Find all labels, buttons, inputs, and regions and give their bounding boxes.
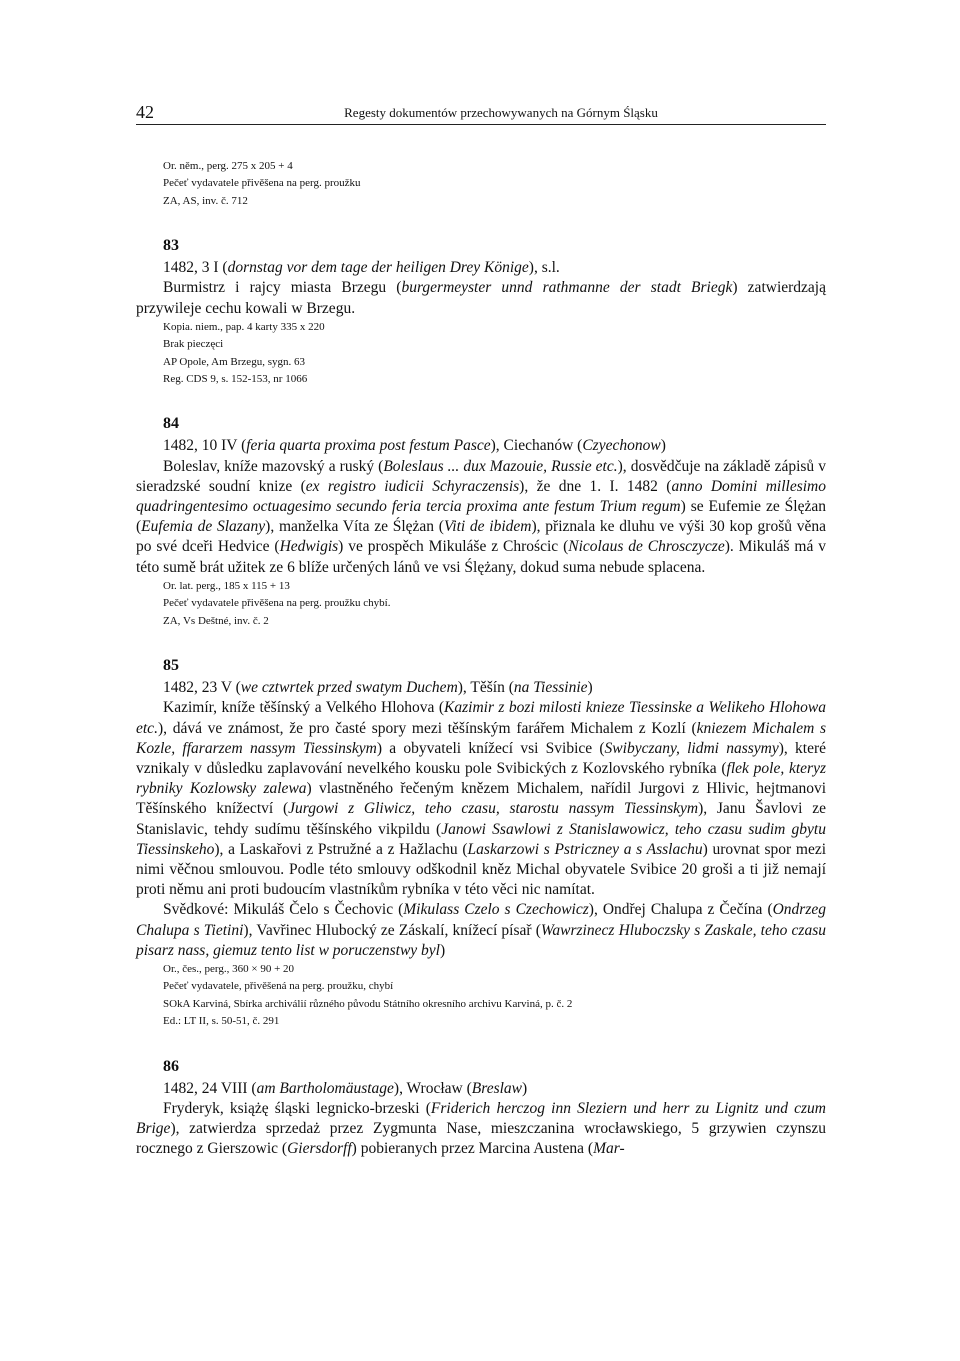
text-run: Boleslav, kníže mazovský a ruský ( <box>163 457 384 475</box>
italic-quote: burgermeyster unnd rathmanne der stadt Briegk <box>401 279 733 297</box>
top-notes <box>136 158 826 210</box>
italic-quote: Viti de ibidem <box>443 518 532 536</box>
text-run: ) zatwierdzają przywileje cechu kowali w Brzegu. <box>136 279 826 317</box>
text-run: ) ve prospěch Mikuláše z Chrościc ( <box>338 538 569 556</box>
running-title: Regesty dokumentów przechowywanych na Górnym Śląsku <box>344 105 658 120</box>
note-line: Brak pieczęci <box>163 338 224 351</box>
note-line: Or., čes., perg., 360 × 90 + 20 <box>163 962 295 975</box>
note-line: Pečeť vydavatele přivěšena na perg. proužku chybí. <box>163 597 391 610</box>
text-run: ), a Laskařovi z Pstružné a z Hažlachu ( <box>214 840 468 858</box>
text-run: Svědkové: Mikuláš Čelo s Čechovic ( <box>163 901 404 919</box>
italic-quote: ex registro iudicii Schyraczensis <box>305 477 520 495</box>
text-run: Fryderyk, książę śląski legnicko-brzeski ( <box>163 1099 431 1117</box>
italic-quote: Wawrzinecz Hluboczsky s Zaskale, teho czasu pisarz nass, giemuz tento list w poruczenstwy byl <box>136 921 826 959</box>
italic-quote: Ondrzeg Chalupa s Tietini <box>136 901 826 939</box>
italic-quote: flek pole, kteryz rybniky Kozlowsky zalewa <box>136 759 826 798</box>
note-line: Or. lat. perg., 185 x 115 + 13 <box>163 579 290 592</box>
note-line: SOkA Karviná, Sbírka archiválií různého původu Státního okresního archivu Karviná, p. č. 2 <box>163 997 573 1010</box>
text-run: ) se Eufemie ze Ślężan ( <box>136 498 826 536</box>
italic-quote: Boleslaus ... dux Mazouie, Russie etc. <box>383 457 618 475</box>
text-run: ), Ondřej Chalupa z Čečína ( <box>588 901 773 919</box>
italic-quote: Nicolaus de Chrosczycze <box>568 538 725 556</box>
entry-body <box>136 457 826 578</box>
text-run: Kazimír, kníže těšínský a Velkého Hlohova ( <box>163 699 445 717</box>
italic-quote: Mikulass Czelo s Czechowicz <box>403 901 589 919</box>
italic-quote: Janowi Ssawlowi z Stanislawowicz, teho czasu sudim gbytu Tiessinskeho <box>136 820 826 858</box>
note-line: ZA, AS, inv. č. 712 <box>163 194 248 207</box>
entry-date: 1482, 23 V (we cztwrtek przed swatym Duchem), Těšín (na Tiessinie) <box>163 679 593 697</box>
text-run: Burmistrz i rajcy miasta Brzegu ( <box>163 279 402 297</box>
italic-quote: kniezem Michalem s Kozle, ffararzem nassym Tiessinskym <box>136 719 827 757</box>
note-line: ZA, Vs Deštné, inv. č. 2 <box>163 614 269 627</box>
regest-entry-85 <box>136 656 826 1030</box>
italic-quote: Laskarzowi s Pstriczney a s Asslachu <box>467 840 703 858</box>
entry-notes <box>136 961 826 1031</box>
entry-number: 84 <box>163 415 179 433</box>
italic-quote: Jurgowi z Gliwicz, teho czasu, starostu nassym Tiessinskym <box>288 800 699 818</box>
text-run: ), dosvědčuje na základě zápisů v sieradzské soudní knize ( <box>136 457 826 495</box>
italic-quote: Eufemia de Slazany <box>141 518 266 536</box>
regest-entry-83 <box>136 236 826 388</box>
italic-quote: Hedwigis <box>279 538 339 556</box>
text-run: ) vlastněného řečeným knězem Michalem, nařídil Jurgovi z Hlivic, hejtmanovi Těšínského knížectví ( <box>136 780 826 818</box>
text-run: ), Janu Šavlovi ze Stanislavic, tehdy sudímu těšínského vikpildu ( <box>136 800 826 838</box>
text-run: ), které vznikaly v důsledku zaplavování nevelkého kousku pole Svibických z Kozlovského rybníka ( <box>136 739 827 777</box>
text-run: ), dává ve známost, že pro časté spory mezi těšínským farářem Michalem z Kozlí ( <box>157 719 697 737</box>
note-line: Or. něm., perg. 275 x 205 + 4 <box>163 160 293 172</box>
page-number: 42 <box>136 102 154 122</box>
italic-quote: Kazimir z bozi milosti knieze Tiessinske a Welikeho Hlohowa etc. <box>136 699 827 737</box>
italic-quote: Mar- <box>593 1140 625 1158</box>
document-content <box>136 158 826 1159</box>
text-run: ), zatwierdza sprzedaż przez Zygmunta Nase, mieszczanina wrocławskiego, 5 grzywien czynszu rocznego z Gierszowic ( <box>136 1119 826 1158</box>
note-line: AP Opole, Am Brzegu, sygn. 63 <box>163 355 305 368</box>
note-line: Kopia. niem., pap. 4 karty 335 x 220 <box>163 320 325 333</box>
text-run: ). Mikuláš má v této sumě brát užitek ze 6 blíže určených lánů ve vsi Ślężany, dokud suma nebude splacena. <box>136 538 826 576</box>
entry-witnesses <box>136 900 826 961</box>
text-run: ) pobieranych przez Marcina Austena ( <box>351 1140 594 1158</box>
italic-quote: Friderich herczog inn Sleziern und herr zu Lignitz und czum Brige <box>136 1099 827 1137</box>
text-run: ) a obyvateli knížecí vsi Svibice ( <box>376 739 605 757</box>
italic-quote: anno Domini millesimo quadringentesimo octuagesimo secundo feria tercia proxima ante festum Trium regum <box>136 477 827 516</box>
text-run: ), že dne 1. I. 1482 ( <box>519 477 672 495</box>
note-line: Pečeť vydavatele, přivěšená na perg. proužku, chybí <box>163 980 394 993</box>
note-line: Pečeť vydavatele přivěšena na perg. proužku <box>163 177 361 190</box>
text-run: ), manželka Víta ze Ślężan ( <box>265 518 444 536</box>
entry-body <box>136 1099 826 1160</box>
page-header <box>136 102 826 125</box>
note-line: Reg. CDS 9, s. 152-153, nr 1066 <box>163 373 308 386</box>
entry-number: 83 <box>163 237 179 255</box>
entry-date: 1482, 3 I (dornstag vor dem tage der heiligen Drey Könige), s.l. <box>163 259 560 277</box>
entry-body <box>136 698 826 900</box>
text-run: ), přiznala ke dluhu ve výši 30 kop grošů věna po své dceři Hedvice ( <box>136 518 826 556</box>
entry-notes <box>136 578 826 630</box>
entry-body <box>136 278 826 318</box>
italic-quote: Swibyczany, lidmi nassymy <box>604 739 779 757</box>
regest-entry-84 <box>136 414 826 630</box>
entry-notes <box>136 319 826 389</box>
text-run: ), Vavřinec Hlubocký ze Záskalí, knížecí písař ( <box>243 921 541 939</box>
entry-number: 85 <box>163 657 179 675</box>
entry-date: 1482, 10 IV (feria quarta proxima post festum Pasce), Ciechanów (Czyechonow) <box>163 437 666 455</box>
regest-entry-86 <box>136 1057 826 1160</box>
text-run: ) <box>439 941 446 959</box>
italic-quote: Giersdorff <box>287 1140 352 1158</box>
note-line: Ed.: LT II, s. 50-51, č. 291 <box>163 1015 280 1028</box>
entry-date: 1482, 24 VIII (am Bartholomäustage), Wrocław (Breslaw) <box>163 1079 528 1097</box>
entry-number: 86 <box>163 1057 179 1075</box>
text-run: ) urovnat spor mezi nimi věčnou smlouvou. Podle této smlouvy odškodnil kněz Michal obyvatele Svibice 20 groši a ti již nemají proti němu ani proti budoucím vlastníkům rybníka v této věci nic namítat. <box>136 840 827 899</box>
